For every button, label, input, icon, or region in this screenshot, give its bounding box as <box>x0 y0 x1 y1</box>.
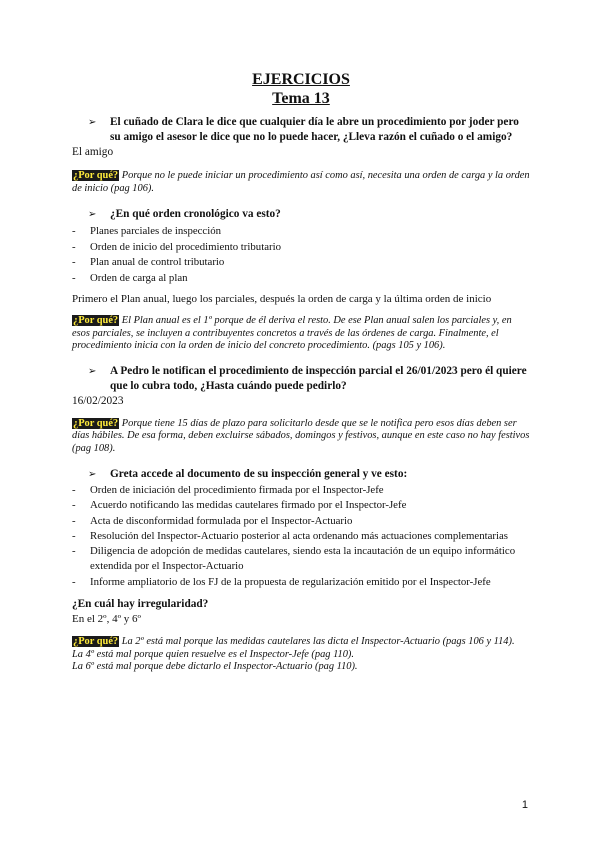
question-1 <box>72 115 530 145</box>
answer-4: En el 2º, 4º y 6º <box>72 613 141 626</box>
document-title: EJERCICIOS <box>252 71 350 88</box>
list-item: - Informe ampliatorio de los FJ de la propuesta de regularización emitido por el Inspector-Jefe <box>72 575 491 588</box>
arrow-bullet-icon: ➢ <box>88 365 97 377</box>
document-subtitle: Tema 13 <box>272 90 330 107</box>
list-item: - Planes parciales de inspección <box>72 225 222 237</box>
question-3-text: A Pedro le notifican el procedimiento de inspección parcial el 26/01/2023 pero él quiere que lo cubra todo, ¿Hasta cuándo puede pedirlo? <box>110 364 527 392</box>
question-4-text: Greta accede al documento de su inspección general y ve esto: <box>110 468 408 480</box>
question-4-list <box>72 483 530 590</box>
question-2-text: ¿En qué orden cronológico va esto? <box>110 208 281 220</box>
question-2-list <box>72 224 530 286</box>
why-3-text: Porque tiene 15 días de plazo para solicitarlo desde que se le notifica pero esos días deben ser días hábiles. De esa forma, deben excluirse sábados, domingos y festivos, aunque en este caso no hay festivos (pag 108). <box>72 417 530 454</box>
question-3 <box>72 364 530 394</box>
answer-2: Primero el Plan anual, luego los parciales, después la orden de carga y la última orden de inicio <box>72 293 492 305</box>
why-4-line-1: La 2º está mal porque las medidas cautelares las dicta el Inspector-Actuario (pags 106 y 114). <box>121 636 515 648</box>
list-item: - Resolución del Inspector-Actuario posterior al acta ordenando más actuaciones complementarias <box>72 529 509 542</box>
list-item: - Orden de carga al plan <box>72 271 188 284</box>
list-item: - Orden de iniciación del procedimiento firmada por el Inspector-Jefe <box>72 484 384 496</box>
why-3 <box>72 418 530 456</box>
subquestion-4: ¿En cuál hay irregularidad? <box>72 598 209 611</box>
why-4-line-3: La 6º está mal porque debe dictarlo el Inspector-Actuario (pag 110). <box>72 661 358 673</box>
why-2-text: El Plan anual es el 1º porque de él deriva el resto. De ese Plan anual salen los parciales y, en esos parciales, se incluyen a contribuyentes concretos a través de las órdenes de carga. Finalmente, el procedimiento inicia con la orden de inicio del concreto procedimiento. (pags 105 y 106). <box>72 315 512 351</box>
page-number: 1 <box>521 799 528 811</box>
arrow-bullet-icon: ➢ <box>88 117 97 128</box>
answer-3: 16/02/2023 <box>72 394 124 407</box>
list-item: - Plan anual de control tributario <box>72 256 225 268</box>
answer-1: El amigo <box>72 146 114 158</box>
why-1-text: Porque no le puede iniciar un procedimiento así como así, necesita una orden de carga y la orden de inicio (pag 106). <box>72 170 530 194</box>
question-2 <box>72 207 530 222</box>
why-2 <box>72 315 530 353</box>
arrow-bullet-icon: ➢ <box>88 469 97 480</box>
list-item: - Diligencia de adopción de medidas cautelares, siendo esta la incautación de un equipo informático extendida por el Inspector-Actuario <box>72 545 516 573</box>
question-4 <box>72 467 530 482</box>
document-page <box>72 70 530 674</box>
list-item: - Acta de disconformidad formulada por el Inspector-Actuario <box>72 514 353 527</box>
question-1-text: El cuñado de Clara le dice que cualquier día le abre un procedimiento por joder pero su amigo el asesor le dice que no lo puede hacer, ¿Lleva razón el cuñado o el amigo? <box>110 116 519 143</box>
why-4-line-2: La 4º está mal porque quien resuelve es el Inspector-Jefe (pag 110). <box>72 648 354 660</box>
why-tag: ¿Por qué? <box>73 170 119 181</box>
why-4 <box>72 636 530 649</box>
why-tag: ¿Por qué? <box>73 636 119 648</box>
arrow-bullet-icon: ➢ <box>88 209 97 220</box>
list-item: - Acuerdo notificando las medidas cautelares firmado por el Inspector-Jefe <box>72 499 407 512</box>
why-tag: ¿Por qué? <box>73 315 119 326</box>
list-item: - Orden de inicio del procedimiento tributario <box>72 240 281 253</box>
why-1 <box>72 170 530 195</box>
why-tag: ¿Por qué? <box>73 417 119 429</box>
